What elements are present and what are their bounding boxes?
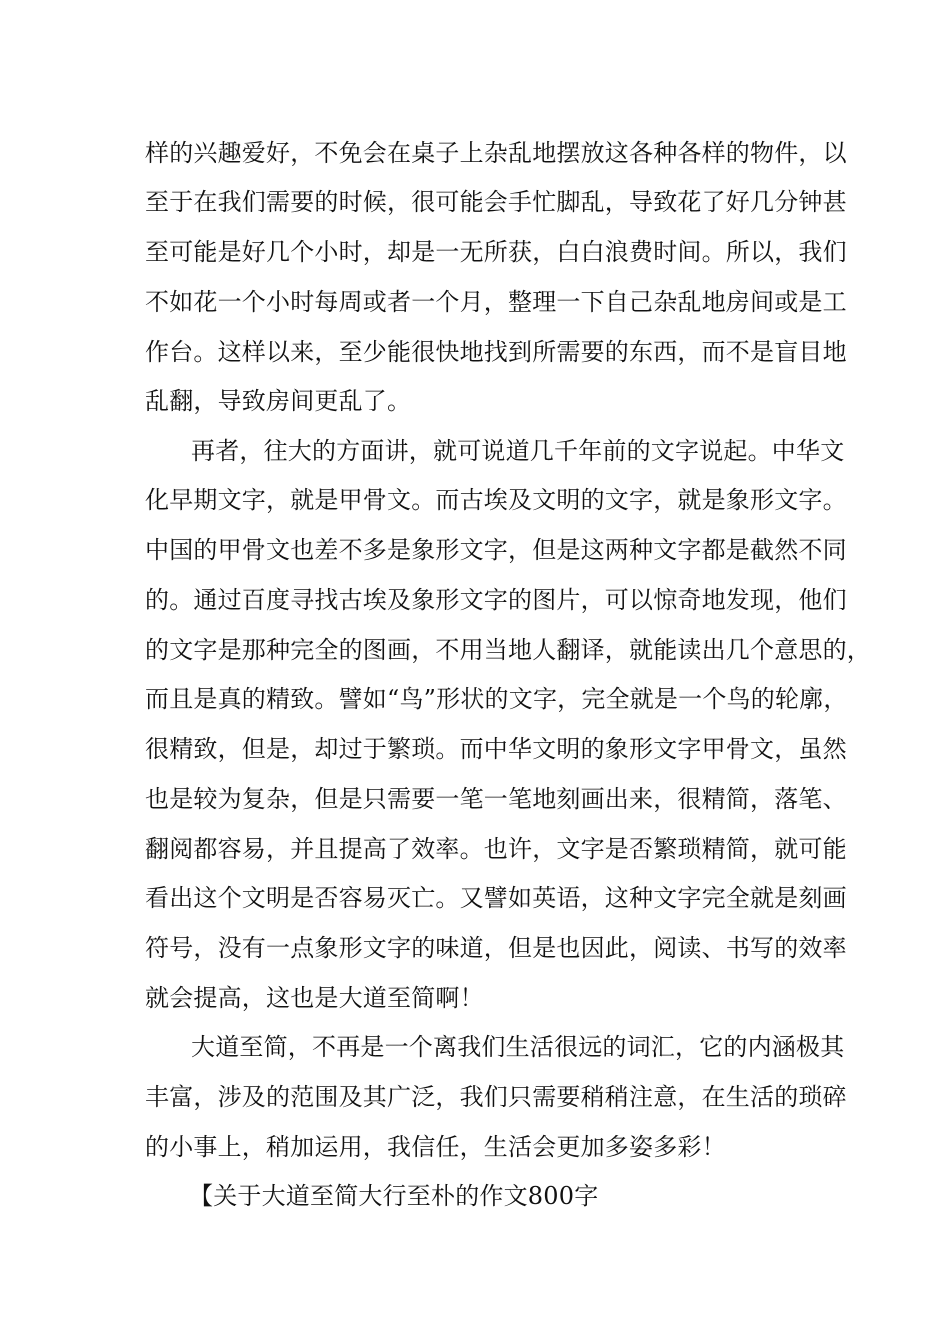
paragraph-2-line-10: 看出这个文明是否容易灭亡。又譬如英语，这种文字完全就是刻画 xyxy=(145,884,847,912)
paragraph-2-line-7: 很精致，但是，却过于繁琐。而中华文明的象形文字甲骨文，虽然 xyxy=(145,735,847,763)
paragraph-2-line-4: 的。通过百度寻找古埃及象形文字的图片，可以惊奇地发现，他们 xyxy=(145,586,847,614)
paragraph-1-line-4: 不如花一个小时每周或者一个月，整理一下自己杂乱地房间或是工 xyxy=(145,288,847,316)
paragraph-1-line-2: 至于在我们需要的时候，很可能会手忙脚乱，导致花了好几分钟甚 xyxy=(145,188,847,216)
paragraph-2-line-1: 再者，往大的方面讲，就可说道几千年前的文字说起。中华文 xyxy=(191,437,845,465)
paragraph-2-line-5: 的文字是那种完全的图画，不用当地人翻译，就能读出几个意思的， xyxy=(145,636,871,664)
paragraph-1-line-6: 乱翻，导致房间更乱了。 xyxy=(145,387,412,415)
paragraph-2-line-6: 而且是真的精致。譬如“鸟”形状的文字，完全就是一个鸟的轮廓， xyxy=(145,685,848,713)
paragraph-2-line-3: 中国的甲骨文也差不多是象形文字，但是这两种文字都是截然不同 xyxy=(145,536,847,564)
paragraph-3-line-2: 丰富，涉及的范围及其广泛，我们只需要稍稍注意，在生活的琐碎 xyxy=(145,1083,847,1111)
paragraph-3-line-3: 的小事上，稍加运用，我信任，生活会更加多姿多彩！ xyxy=(145,1133,726,1161)
paragraph-2-line-11: 符号，没有一点象形文字的味道，但是也因此，阅读、书写的效率 xyxy=(145,934,847,962)
paragraph-1-line-1: 样的兴趣爱好，不免会在桌子上杂乱地摆放这各种各样的物件，以 xyxy=(145,139,847,167)
paragraph-2-line-12: 就会提高，这也是大道至简啊！ xyxy=(145,984,484,1012)
paragraph-2-line-8: 也是较为复杂，但是只需要一笔一笔地刻画出来，很精简，落笔、 xyxy=(145,785,847,813)
paragraph-2-line-2: 化早期文字，就是甲骨文。而古埃及文明的文字，就是象形文字。 xyxy=(145,486,847,514)
paragraph-2-line-9: 翻阅都容易，并且提高了效率。也许，文字是否繁琐精简，就可能 xyxy=(145,835,847,863)
related-article-title: 【关于大道至简大行至朴的作文800字 xyxy=(189,1182,599,1210)
paragraph-1-line-5: 作台。这样以来，至少能很快地找到所需要的东西，而不是盲目地 xyxy=(145,338,847,366)
paragraph-1-line-3: 至可能是好几个小时，却是一无所获，白白浪费时间。所以，我们 xyxy=(145,238,847,266)
paragraph-3-line-1: 大道至简，不再是一个离我们生活很远的词汇，它的内涵极其 xyxy=(191,1033,845,1061)
